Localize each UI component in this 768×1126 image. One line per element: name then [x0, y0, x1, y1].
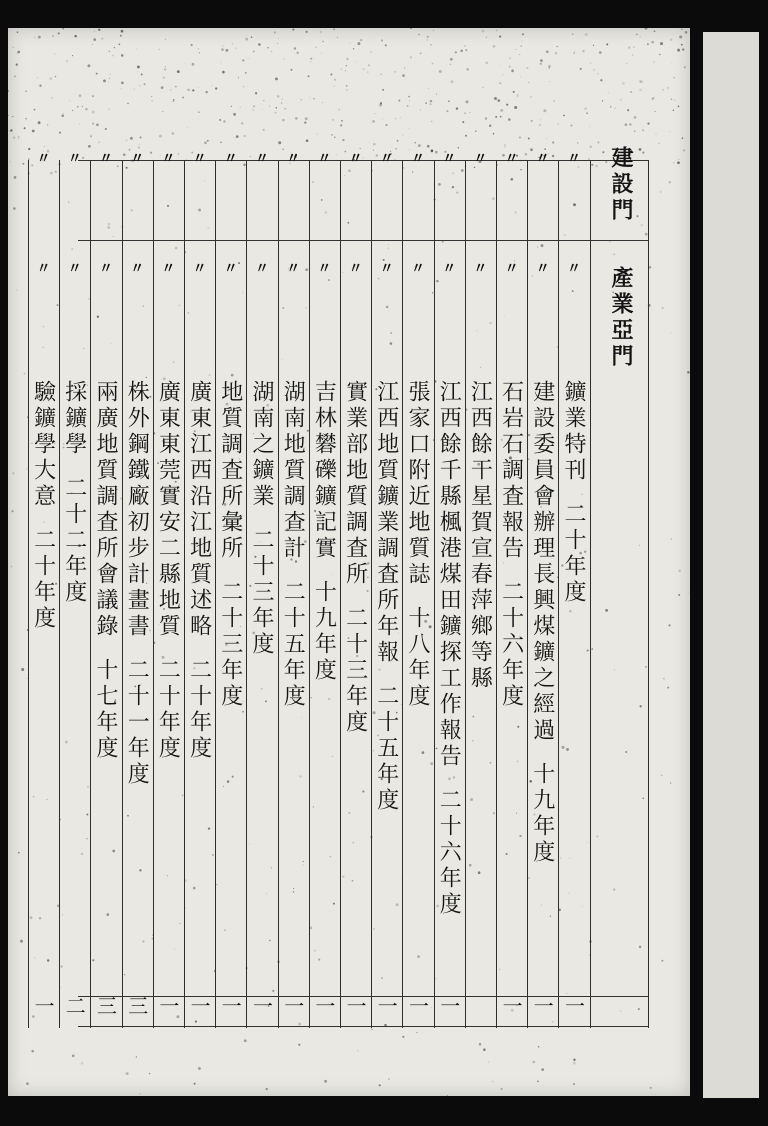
entry-title: 湖南地質調查計 — [280, 380, 306, 562]
entry-year: 二十六年度 — [498, 580, 524, 710]
entry-volume: 三 — [128, 994, 147, 1018]
entry-volume: 二 — [65, 994, 84, 1018]
entry-title: 鑛業特刊 — [561, 380, 586, 484]
table-bottom-rule — [78, 1026, 648, 1027]
entry-year: 二十三年度 — [249, 528, 274, 658]
ditto-mark-sub: 〃 — [504, 261, 519, 277]
entry-year: 十九年度 — [311, 580, 337, 684]
ditto-mark-top: 〃 — [535, 151, 550, 167]
entry-volume: 一 — [377, 994, 396, 1018]
entry-volume: 一 — [440, 994, 459, 1018]
ditto-mark-top: 〃 — [379, 151, 394, 167]
column-rule — [246, 160, 247, 1028]
entry-year: 十七年度 — [93, 658, 118, 762]
entry-title: 江西地質鑛業調査所年報 — [373, 380, 399, 666]
ditto-mark-sub: 〃 — [317, 261, 332, 277]
ditto-mark-sub: 〃 — [161, 261, 176, 277]
column-rule — [122, 160, 123, 1028]
entry-title: 建設委員會辦理長興煤鑛之經過 — [529, 380, 555, 744]
ditto-mark-sub: 〃 — [535, 261, 550, 277]
category-label: 建設門 — [608, 146, 634, 224]
ditto-mark-top: 〃 — [473, 151, 488, 167]
entry-title: 廣東東莞實安二縣地質 — [155, 380, 181, 640]
entry-volume: 一 — [346, 994, 365, 1018]
entry-volume: 一 — [502, 994, 521, 1018]
entry-year: 二十五年度 — [280, 580, 306, 710]
entry-year: 二十年度 — [30, 528, 56, 632]
entry-year: 二十年度 — [561, 502, 586, 606]
entry-year: 二十三年度 — [342, 606, 368, 736]
ditto-mark-top: 〃 — [99, 151, 113, 167]
ditto-mark-top: 〃 — [255, 151, 269, 167]
entry-year: 二十五年度 — [373, 684, 399, 814]
ditto-mark-top: 〃 — [317, 151, 332, 167]
column-rule — [402, 160, 403, 1028]
entry-title: 江西餘千縣楓港煤田鑛探工作報告 — [436, 380, 462, 770]
entry-volume: 一 — [253, 994, 271, 1018]
ditto-mark-top: 〃 — [504, 151, 519, 167]
entry-title: 採鑛學 — [61, 380, 87, 458]
entry-year: 十九年度 — [529, 762, 555, 866]
entry-title: 地質調査所彙所 — [217, 380, 243, 562]
entry-year: 二十年度 — [186, 658, 212, 762]
entry-title: 實業部地質調査所 — [342, 380, 368, 588]
column-rule — [496, 160, 497, 1028]
ditto-mark-top: 〃 — [442, 151, 457, 167]
column-rule — [28, 160, 29, 1028]
ditto-mark-sub: 〃 — [67, 261, 82, 277]
entry-year: 二十二年度 — [61, 476, 87, 606]
entry-title: 株外鋼鐵廠初步計畫書 — [124, 380, 150, 640]
ditto-mark-top: 〃 — [223, 151, 238, 167]
entry-title: 兩廣地質調査所會議錄 — [93, 380, 118, 640]
column-rule — [465, 160, 466, 1028]
ditto-mark-sub: 〃 — [36, 261, 51, 277]
entry-year: 二十六年度 — [436, 788, 462, 918]
ditto-mark-sub: 〃 — [223, 261, 238, 277]
entry-volume: 一 — [533, 994, 552, 1018]
column-rule — [90, 160, 91, 1028]
ditto-mark-sub: 〃 — [255, 261, 269, 277]
ditto-mark-sub: 〃 — [286, 261, 301, 277]
header-divider-rule — [78, 240, 648, 241]
entry-year: 十八年度 — [405, 606, 430, 710]
entry-volume: 一 — [190, 994, 209, 1018]
column-rule — [309, 160, 310, 1028]
column-rule — [59, 160, 60, 1028]
ditto-mark-sub: 〃 — [379, 261, 394, 277]
catalog-page — [8, 28, 690, 1096]
ditto-mark-top: 〃 — [286, 151, 301, 167]
entry-volume: 一 — [34, 994, 53, 1018]
entry-volume: 一 — [315, 994, 334, 1018]
entry-title: 廣東江西沿江地質述略 — [186, 380, 212, 640]
ditto-mark-top: 〃 — [348, 151, 363, 167]
entry-title: 湖南之鑛業 — [249, 380, 274, 510]
column-rule — [184, 160, 185, 1028]
column-rule — [371, 160, 372, 1028]
ditto-mark-top: 〃 — [411, 151, 425, 167]
column-rule — [278, 160, 279, 1028]
entry-title: 石岩石調査報告 — [498, 380, 524, 562]
entry-title: 江西餘干星賀宣春萍鄉等縣 — [467, 380, 493, 692]
ditto-mark-top: 〃 — [130, 151, 145, 167]
entry-title: 張家口附近地質誌 — [405, 380, 430, 588]
ditto-mark-sub: 〃 — [192, 261, 207, 277]
column-rule — [434, 160, 435, 1028]
entry-title: 吉林礬礫鑛記實 — [311, 380, 337, 562]
subcategory-label: 產業亞門 — [608, 266, 634, 370]
ditto-mark-top: 〃 — [67, 151, 82, 167]
entry-year: 二十三年度 — [217, 580, 243, 710]
column-rule — [215, 160, 216, 1028]
adjacent-page-edge — [703, 32, 759, 1098]
entry-title: 驗鑛學大意 — [30, 380, 56, 510]
entry-volume: 一 — [159, 994, 178, 1018]
entry-volume: 一 — [565, 994, 583, 1018]
entry-volume: 一 — [221, 994, 240, 1018]
entry-year: 二十一年度 — [124, 658, 150, 788]
ditto-mark-sub: 〃 — [411, 261, 425, 277]
entry-volume: 一 — [284, 994, 303, 1018]
ditto-mark-sub: 〃 — [567, 261, 581, 277]
ditto-mark-top: 〃 — [161, 151, 176, 167]
column-rule — [527, 160, 528, 1028]
ditto-mark-sub: 〃 — [348, 261, 363, 277]
ditto-mark-top: 〃 — [192, 151, 207, 167]
column-rule — [153, 160, 154, 1028]
column-rule — [590, 160, 591, 1028]
column-rule — [558, 160, 559, 1028]
column-rule — [340, 160, 341, 1028]
entry-year: 二十年度 — [155, 658, 181, 762]
entry-volume: 三 — [97, 994, 115, 1018]
ditto-mark-sub: 〃 — [442, 261, 457, 277]
ditto-mark-sub: 〃 — [99, 261, 113, 277]
ditto-mark-sub: 〃 — [473, 261, 488, 277]
catalog-table — [8, 28, 690, 1096]
column-rule-outer — [648, 160, 649, 1028]
ditto-mark-top: 〃 — [567, 151, 581, 167]
ditto-mark-sub: 〃 — [130, 261, 145, 277]
entry-volume: 一 — [409, 994, 427, 1018]
ditto-mark-top: 〃 — [36, 151, 51, 167]
